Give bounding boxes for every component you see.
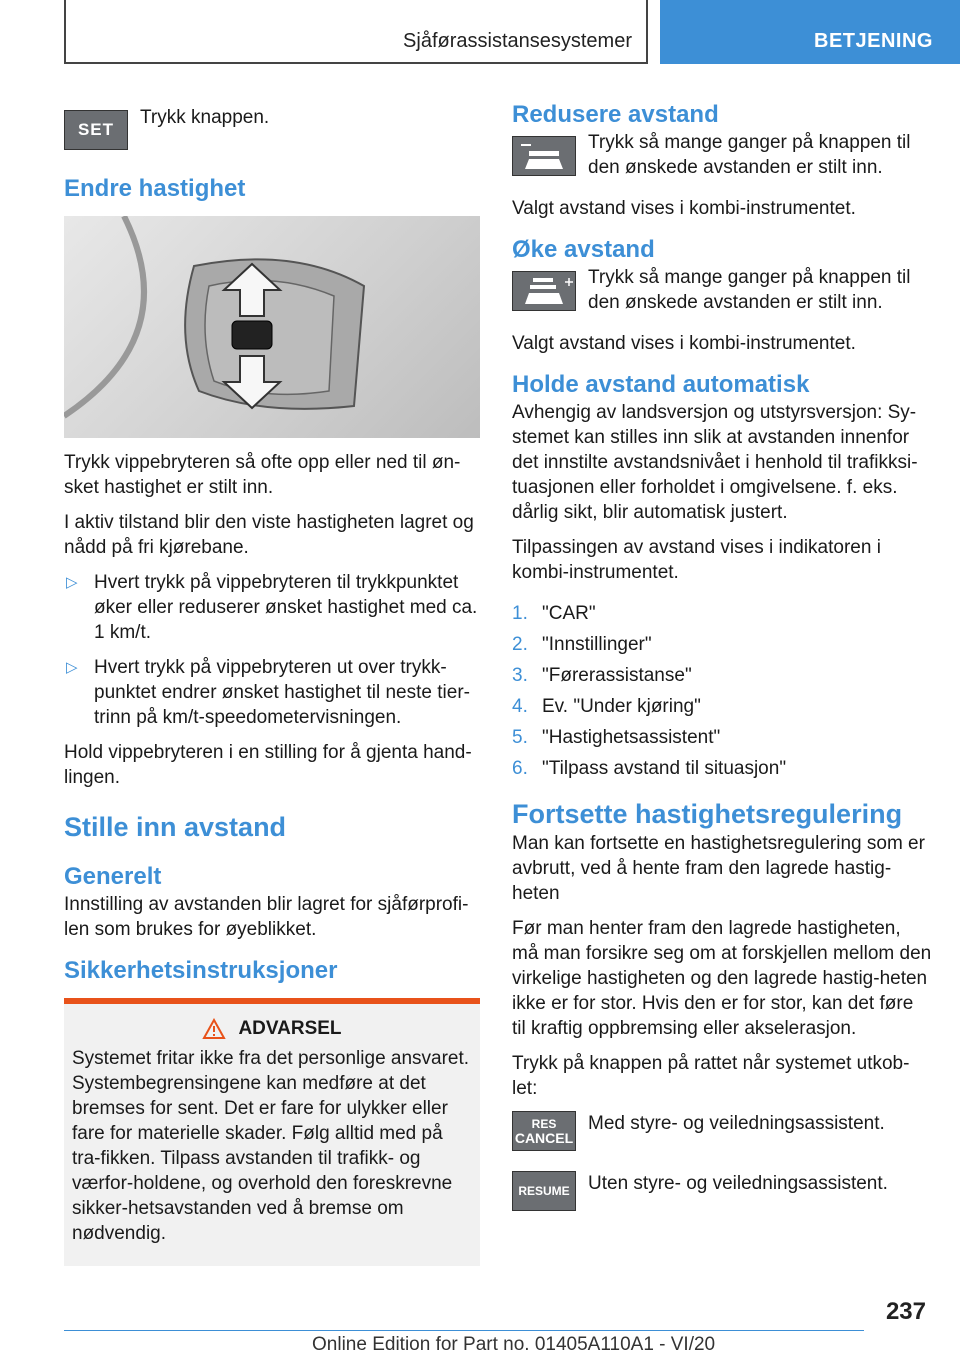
step-number: 3. xyxy=(512,665,528,686)
redusere-row xyxy=(512,130,932,196)
paragraph-trykk-vippebryteren: Trykk vippebryteren så ofte opp eller ned til øn-sket hastighet er stilt inn. xyxy=(64,452,461,498)
footer-edition: Online Edition for Part no. 01405A110A1 - VI/20 xyxy=(312,1334,716,1355)
triangle-bullet-icon: ▷ xyxy=(66,659,78,676)
warning-text: Systemet fritar ikke fra det personlige ansvaret. Systembegrensingene kan medføre at det bremses for sent. Det er fare for ulykker eller fare for materielle skader. Følg alltid med på tra-fikken. Tilpass avstanden til trafikk- og værfor-holdene, og overhold den foreskrevne sikker-hetsavstanden ved å bremse om nødvendig. xyxy=(72,1048,470,1244)
step-text: "CAR" xyxy=(542,603,596,624)
set-instruction: Trykk knappen. xyxy=(140,107,270,128)
bullet-item xyxy=(64,655,480,730)
res-cancel-button-icon xyxy=(512,1111,576,1151)
left-column xyxy=(64,100,480,1266)
warning-box xyxy=(64,1004,480,1266)
footer-divider xyxy=(64,1330,864,1331)
oke-instruction: Trykk så mange ganger på knappen til den ønskede avstanden er stilt inn. xyxy=(588,267,911,313)
right-column xyxy=(512,100,932,1217)
warning-title: ADVARSEL xyxy=(238,1018,342,1039)
res-label: RES xyxy=(531,1117,557,1131)
bullet-text: Hvert trykk på vippebryteren til trykkpunktet øker eller reduserer ønsket hastighet med ca. 1 km/t. xyxy=(94,572,478,643)
paragraph-fortsette-2: Før man henter fram den lagrede hastigheten, må man forsikre seg om at forskjellen mellom den virkelige hastigheten og den lagrede hastig-heten ikke er for stor. Hvis den er for stor, kan det føre til kraftig oppbremsing eller akselerasjon. xyxy=(512,918,932,1039)
bullet-item xyxy=(64,570,480,645)
warning-header xyxy=(72,1018,472,1040)
res-cancel-row xyxy=(512,1111,932,1171)
resume-text: Uten styre- og veiledningsassistent. xyxy=(588,1173,888,1194)
step-text: "Førerassistanse" xyxy=(542,665,692,686)
heading-redusere-avstand: Redusere avstand xyxy=(512,101,719,128)
step-text: Ev. "Under kjøring" xyxy=(542,696,701,717)
header-chapter-tab xyxy=(660,0,960,64)
step-text: "Tilpass avstand til situasjon" xyxy=(542,758,787,779)
heading-holde-avstand: Holde avstand automatisk xyxy=(512,371,810,398)
paragraph-fortsette-1: Man kan fortsette en hastighetsregulering som er avbrutt, ved å hente fram den lagrede hastig-heten xyxy=(512,833,925,904)
header-section-title: Sjåførassistansesystemer xyxy=(403,30,632,52)
header-chapter-title: BETJENING xyxy=(814,30,933,52)
step-number: 6. xyxy=(512,758,528,779)
paragraph-tilpassing: Tilpassingen av avstand vises i indikatoren i kombi-instrumentet. xyxy=(512,537,881,583)
heading-generelt: Generelt xyxy=(64,863,162,890)
step-text: "Innstillinger" xyxy=(542,634,652,655)
paragraph-avhengig: Avhengig av landsversjon og utstyrsversjon: Sy-stemet kan stilles inn slik at avstanden innenfor det innstilte avstandsnivået i henhold til trafikksi-tuasjonen eller forholdet i omgivelsene. f. eks. dårlig sikt, blir automatisk justert. xyxy=(512,402,918,523)
paragraph-aktiv-tilstand: I aktiv tilstand blir den viste hastigheten lagret og nådd på fri kjørebane. xyxy=(64,512,474,558)
page-number: 237 xyxy=(885,1298,926,1325)
step-number: 4. xyxy=(512,696,528,717)
step-number: 5. xyxy=(512,727,528,748)
set-button-icon: SET xyxy=(64,110,128,150)
heading-fortsette: Fortsette hastighetsregulering xyxy=(512,799,903,829)
distance-decrease-icon xyxy=(512,136,576,176)
paragraph-hold-vippebryteren: Hold vippebryteren i en stilling for å gjenta hand-lingen. xyxy=(64,742,472,788)
resume-row xyxy=(512,1171,932,1217)
paragraph-vises-1: Valgt avstand vises i kombi-instrumentet. xyxy=(512,198,856,219)
cancel-label: CANCEL xyxy=(514,1130,574,1146)
step-text: "Hastighetsassistent" xyxy=(542,727,721,748)
bullet-text: Hvert trykk på vippebryteren ut over trykk-punktet endrer ønsket hastighet til neste tier-trinn på km/t-speedometervisningen. xyxy=(94,657,470,728)
list-item xyxy=(512,632,932,657)
step-number: 2. xyxy=(512,634,528,655)
list-item xyxy=(512,694,932,719)
heading-sikkerhetsinstruksjoner: Sikkerhetsinstruksjoner xyxy=(64,957,338,984)
heading-stille-inn-avstand: Stille inn avstand xyxy=(64,812,287,842)
list-item xyxy=(512,601,932,626)
resume-button-icon: RESUME xyxy=(512,1171,576,1211)
steering-wheel-rocker-image xyxy=(64,216,480,438)
heading-endre-hastighet: Endre hastighet xyxy=(64,175,246,202)
distance-increase-icon xyxy=(512,271,576,311)
heading-oke-avstand: Øke avstand xyxy=(512,236,655,263)
paragraph-innstilling: Innstilling av avstanden blir lagret for sjåførprofi-len som brukes for øyeblikket. xyxy=(64,894,469,940)
steps-list xyxy=(512,601,932,781)
list-item xyxy=(512,663,932,688)
rocker-switch-illustration xyxy=(64,216,480,438)
triangle-bullet-icon: ▷ xyxy=(66,574,78,591)
header-section-box xyxy=(64,0,648,64)
paragraph-fortsette-3: Trykk på knappen på rattet når systemet utkob-let: xyxy=(512,1053,910,1099)
warning-triangle-icon xyxy=(202,1018,226,1040)
redusere-instruction: Trykk så mange ganger på knappen til den ønskede avstanden er stilt inn. xyxy=(588,132,911,178)
list-item xyxy=(512,725,932,750)
list-item xyxy=(512,756,932,781)
res-cancel-text: Med styre- og veiledningsassistent. xyxy=(588,1113,885,1134)
step-number: 1. xyxy=(512,603,528,624)
oke-row xyxy=(512,265,932,331)
set-row xyxy=(64,100,480,162)
paragraph-vises-2: Valgt avstand vises i kombi-instrumentet. xyxy=(512,333,856,354)
